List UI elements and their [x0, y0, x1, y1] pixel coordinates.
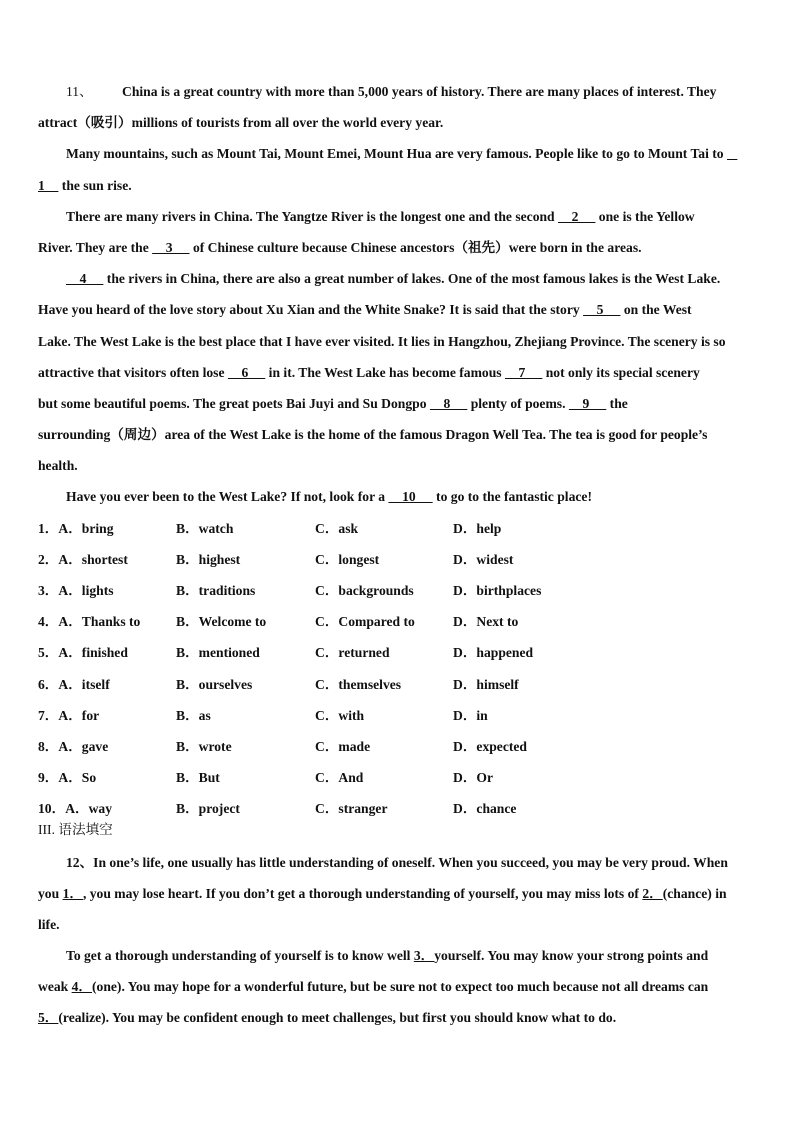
passage-11-line-11: but some beautiful poems. The great poets Bai Juyi and Su Dongpo 8 plenty of poems. 9 the [38, 395, 628, 411]
blank-1: 1． [62, 885, 83, 901]
blank-2: 2． [642, 885, 663, 901]
blank-lead: _ [726, 146, 738, 162]
passage-11-line-9: Lake. The West Lake is the best place that I have ever visited. It lies in Hangzhou, Zhejiang Province. The scenery is so [38, 333, 726, 349]
option-b[interactable]: B．wrote [176, 738, 232, 754]
option-number: 4． [38, 614, 59, 630]
option-row-8 [38, 731, 756, 762]
passage-11-line-14: Have you ever been to the West Lake? If not, look for a 10 to go to the fantastic place! [66, 489, 592, 505]
passage-11-line-4: 1 the sun rise. [38, 177, 132, 193]
option-row-1 [38, 513, 756, 544]
option-c[interactable]: C．ask [315, 520, 359, 536]
option-d[interactable]: D．Or [453, 770, 494, 786]
passage-12-line-1: 12、In one’s life, one usually has little understanding of oneself. When you succeed, you may be very proud. When [66, 854, 728, 870]
passage-11-line-6: River. They are the 3 of Chinese culture because Chinese ancestors（祖先）were born in the areas. [38, 239, 642, 255]
option-d[interactable]: D．chance [453, 801, 517, 817]
passage-11-line-10: attractive that visitors often lose 6 in it. The West Lake has become famous 7 not only its special scenery [38, 364, 700, 380]
option-b[interactable]: B．traditions [176, 583, 256, 598]
option-b[interactable]: B．ourselves [176, 676, 253, 692]
options-list [38, 513, 756, 825]
blank-3: 3 [152, 239, 190, 255]
option-row-2 [38, 544, 756, 575]
passage-12-line-5: weak 4．(one). You may hope for a wonderful future, but be sure not to expect too much because not all dreams can [38, 979, 709, 995]
option-a[interactable]: A．gave [58, 738, 109, 754]
exam-page [38, 76, 756, 1034]
blank-5: 5 [583, 302, 621, 318]
option-row-9 [38, 762, 756, 793]
option-d[interactable]: D．widest [453, 551, 514, 567]
option-c[interactable]: C．Compared to [315, 614, 415, 630]
option-b[interactable]: B．But [176, 770, 220, 786]
blank-9: 9 [568, 395, 607, 411]
option-c[interactable]: C．longest [315, 551, 380, 567]
blank-3: 3． [413, 948, 435, 964]
passage-11-line-7: 4 the rivers in China, there are also a great number of lakes. One of the most famous lakes is the West Lake. [66, 271, 721, 287]
passage-11-line-12: surrounding（周边）area of the West Lake is the home of the famous Dragon Well Tea. The tea is good for people’s [38, 427, 708, 443]
option-b[interactable]: B．mentioned [176, 645, 260, 661]
blank-1: 1 [38, 177, 59, 193]
option-number: 8． [38, 738, 59, 754]
option-c[interactable]: C．And [315, 770, 364, 786]
option-b[interactable]: B．Welcome to [176, 614, 267, 630]
option-number: 9． [38, 770, 59, 786]
option-row-4 [38, 606, 756, 637]
blank-4: 4 [66, 271, 104, 287]
option-a[interactable]: A．Thanks to [58, 614, 141, 630]
blank-6: 6 [227, 364, 266, 380]
option-d[interactable]: D．birthplaces [453, 583, 542, 598]
option-d[interactable]: D．help [453, 520, 502, 536]
option-row-3 [38, 575, 756, 606]
passage-12-line-3: life. [38, 916, 60, 932]
option-d[interactable]: D．happened [453, 645, 534, 661]
option-b[interactable]: B．watch [176, 520, 234, 536]
passage-12-line-4: To get a thorough understanding of yourself is to know well 3．yourself. You may know your strong points and [66, 948, 709, 964]
option-number: 10． [38, 801, 66, 817]
option-d[interactable]: D．himself [453, 676, 519, 692]
passage-12 [38, 847, 756, 1034]
option-a[interactable]: A．bring [58, 520, 114, 536]
option-a[interactable]: A．So [58, 770, 97, 786]
option-row-5 [38, 637, 756, 668]
blank-4: 4． [71, 979, 92, 995]
option-c[interactable]: C．with [315, 707, 365, 723]
passage-11-line-8: Have you heard of the love story about Xu Xian and the White Snake? It is said that the story 5 on the West [38, 302, 692, 318]
option-row-6 [38, 669, 756, 700]
option-b[interactable]: B．highest [176, 551, 241, 567]
option-row-7 [38, 700, 756, 731]
option-c[interactable]: C．stranger [315, 801, 388, 817]
option-a[interactable]: A．for [58, 707, 100, 723]
option-d[interactable]: D．expected [453, 738, 527, 754]
option-number: 1． [38, 520, 59, 536]
passage-11-line-5: There are many rivers in China. The Yangtze River is the longest one and the second 2 one is the Yellow [66, 208, 695, 224]
option-d[interactable]: D．Next to [453, 614, 519, 630]
option-number: 7． [38, 707, 59, 723]
option-a[interactable]: A．lights [58, 583, 114, 598]
option-number: 2． [38, 551, 59, 567]
question-number-11: 11、 [66, 84, 93, 99]
option-a[interactable]: A．itself [58, 676, 110, 692]
option-c[interactable]: C．made [315, 738, 371, 754]
blank-10: 10 [388, 489, 433, 505]
passage-12-line-6: 5．(realize). You may be confident enough to meet challenges, but first you should know what to do. [38, 1010, 617, 1026]
option-number: 6． [38, 676, 59, 692]
blank-8: 8 [429, 395, 468, 411]
passage-12-line-2: you 1．, you may lose heart. If you don’t get a thorough understanding of yourself, you may miss lots of 2．(chance) in [38, 885, 727, 901]
option-a[interactable]: A．finished [58, 645, 128, 661]
option-number: 5． [38, 645, 59, 661]
option-c[interactable]: C．themselves [315, 676, 402, 692]
option-c[interactable]: C．backgrounds [315, 583, 414, 598]
option-number: 3． [38, 583, 59, 598]
passage-11-line-13: health. [38, 458, 78, 474]
passage-11-line-3: Many mountains, such as Mount Tai, Mount Emei, Mount Hua are very famous. People like to go to Mount Tai to _ [66, 146, 738, 162]
passage-11-line-2: attract（吸引）millions of tourists from all over the world every year. [38, 115, 444, 131]
option-a[interactable]: A．shortest [58, 551, 128, 567]
blank-7: 7 [504, 364, 543, 380]
option-d[interactable]: D．in [453, 707, 488, 723]
section-heading-grammar: III. 语法填空 [38, 821, 113, 837]
option-b[interactable]: B．project [176, 801, 240, 817]
passage-11-line-1: 11、 China is a great country with more than 5,000 years of history. There are many places of interest. They [38, 76, 756, 107]
blank-5: 5． [38, 1010, 59, 1026]
blank-2: 2 [558, 208, 596, 224]
option-a[interactable]: A．way [65, 801, 113, 817]
option-b[interactable]: B．as [176, 707, 211, 723]
option-c[interactable]: C．returned [315, 645, 390, 661]
